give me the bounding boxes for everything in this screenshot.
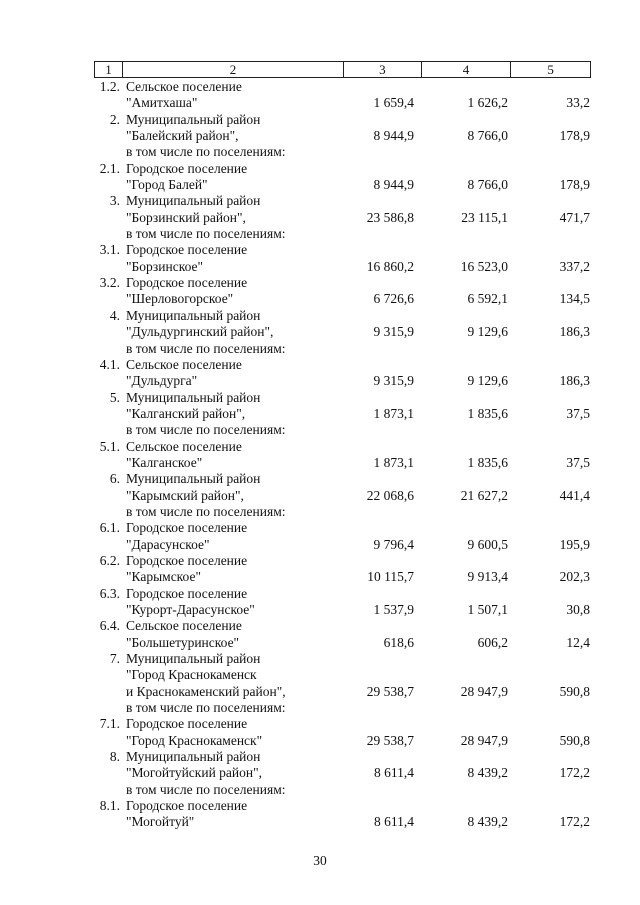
row-number: 8. (109, 749, 120, 765)
row-label: Городское поселение (126, 275, 248, 291)
row-label: "Амитхаша" (126, 95, 198, 111)
row-label: в том числе по поселениям: (126, 144, 286, 160)
table-row (0, 814, 640, 830)
value-col-5: 12,4 (566, 634, 590, 650)
value-col-3: 1 873,1 (373, 405, 414, 421)
table-row (0, 586, 640, 602)
table-row (0, 324, 640, 340)
table-row (0, 177, 640, 193)
table-row (0, 504, 640, 520)
value-col-4: 9 129,6 (467, 324, 508, 340)
table-row (0, 471, 640, 487)
row-label: в том числе по поселениям: (126, 781, 286, 797)
row-number: 4.1. (99, 356, 120, 372)
value-col-3: 29 538,7 (366, 732, 414, 748)
row-label: "Балейский район", (126, 128, 239, 144)
row-number: 6.3. (99, 585, 120, 601)
value-col-4: 6 592,1 (467, 291, 508, 307)
row-label: Городское поселение (126, 242, 248, 258)
row-label: Городское поселение (126, 520, 248, 536)
table-row (0, 226, 640, 242)
value-col-5: 195,9 (559, 536, 590, 552)
row-label: "Город Краснокаменск (126, 667, 257, 683)
row-label: "Город Балей" (126, 177, 208, 193)
table-row (0, 308, 640, 324)
value-col-5: 178,9 (559, 128, 590, 144)
row-label: Муниципальный район (126, 471, 261, 487)
table-row (0, 210, 640, 226)
value-col-4: 8 439,2 (467, 814, 508, 830)
row-number: 6.4. (99, 618, 120, 634)
table-row (0, 765, 640, 781)
value-col-4: 9 129,6 (467, 373, 508, 389)
table-row (0, 667, 640, 683)
table-row (0, 782, 640, 798)
row-label: "Могойтуй" (126, 814, 195, 830)
value-col-4: 16 523,0 (460, 258, 508, 274)
row-label: "Борзинское" (126, 258, 203, 274)
row-label: в том числе по поселениям: (126, 340, 286, 356)
value-col-4: 8 766,0 (467, 128, 508, 144)
table-row (0, 406, 640, 422)
table-row (0, 798, 640, 814)
table-row (0, 291, 640, 307)
value-col-5: 337,2 (559, 258, 590, 274)
row-label: Сельское поселение (126, 356, 242, 372)
value-col-3: 9 796,4 (373, 536, 414, 552)
table-body (0, 79, 640, 831)
value-col-5: 134,5 (559, 291, 590, 307)
row-label: Городское поселение (126, 552, 248, 568)
row-number: 1.2. (99, 79, 120, 94)
value-col-3: 6 726,6 (373, 291, 414, 307)
row-label: "Дульдургинский район", (126, 324, 274, 340)
table-row (0, 553, 640, 569)
value-col-4: 1 507,1 (467, 602, 508, 617)
table-row (0, 95, 640, 111)
row-number: 2. (109, 111, 120, 127)
column-header-3: 3 (344, 62, 422, 77)
value-col-3: 16 860,2 (366, 258, 414, 274)
row-number: 6. (109, 471, 120, 487)
row-label: Городское поселение (126, 160, 248, 176)
table-row (0, 341, 640, 357)
value-col-5: 172,2 (559, 765, 590, 781)
value-col-4: 9 600,5 (467, 536, 508, 552)
value-col-3: 8 611,4 (374, 814, 414, 830)
row-label: Городское поселение (126, 798, 248, 814)
table-row (0, 455, 640, 471)
table-row (0, 128, 640, 144)
table-row (0, 422, 640, 438)
table-row (0, 733, 640, 749)
column-header-4: 4 (422, 62, 512, 77)
table-row (0, 144, 640, 160)
row-label: Сельское поселение (126, 79, 242, 94)
row-number: 7. (109, 651, 120, 667)
value-col-4: 28 947,9 (460, 683, 508, 699)
table-row (0, 357, 640, 373)
row-label: Городское поселение (126, 585, 248, 601)
value-col-5: 37,5 (566, 454, 590, 470)
row-label: "Калганский район", (126, 405, 246, 421)
table-row (0, 112, 640, 128)
row-label: в том числе по поселениям: (126, 422, 286, 438)
row-label: Муниципальный район (126, 111, 261, 127)
table-row (0, 373, 640, 389)
value-col-4: 9 913,4 (467, 569, 508, 585)
value-col-5: 186,3 (559, 373, 590, 389)
value-col-5: 441,4 (559, 487, 590, 503)
value-col-5: 33,2 (566, 95, 590, 111)
value-col-3: 22 068,6 (366, 487, 414, 503)
value-col-3: 9 315,9 (373, 373, 414, 389)
row-number: 3.2. (99, 275, 120, 291)
table-row (0, 700, 640, 716)
row-number: 2.1. (99, 160, 120, 176)
table-row (0, 635, 640, 651)
value-col-4: 28 947,9 (460, 732, 508, 748)
value-col-4: 1 835,6 (467, 405, 508, 421)
column-header-1: 1 (95, 62, 123, 77)
row-number: 7.1. (99, 716, 120, 732)
row-label: "Карымский район", (126, 487, 244, 503)
value-col-4: 1 835,6 (467, 454, 508, 470)
row-number: 6.2. (99, 552, 120, 568)
value-col-3: 10 115,7 (367, 569, 414, 585)
table-row (0, 569, 640, 585)
row-label: Муниципальный район (126, 389, 261, 405)
table-row (0, 242, 640, 258)
value-col-4: 8 439,2 (467, 765, 508, 781)
table-row (0, 390, 640, 406)
value-col-4: 1 626,2 (467, 95, 508, 111)
row-label: в том числе по поселениям: (126, 503, 286, 519)
row-label: Муниципальный район (126, 651, 261, 667)
row-label: "Шерловогорское" (126, 291, 234, 307)
column-header-2: 2 (123, 62, 344, 77)
row-number: 4. (109, 307, 120, 323)
value-col-3: 1 537,9 (373, 602, 414, 617)
row-number: 5. (109, 389, 120, 405)
table-row (0, 520, 640, 536)
value-col-3: 618,6 (383, 634, 414, 650)
row-number: 8.1. (99, 798, 120, 814)
value-col-3: 23 586,8 (366, 209, 414, 225)
row-label: "Карымское" (126, 569, 201, 585)
row-label: в том числе по поселениям: (126, 226, 286, 242)
row-label: "Город Краснокаменск" (126, 732, 263, 748)
value-col-5: 590,8 (559, 683, 590, 699)
value-col-4: 8 766,0 (467, 177, 508, 193)
value-col-3: 8 944,9 (373, 177, 414, 193)
table-row (0, 439, 640, 455)
row-label: Городское поселение (126, 716, 248, 732)
row-number: 3. (109, 193, 120, 209)
value-col-3: 8 611,4 (374, 765, 414, 781)
value-col-3: 1 659,4 (373, 95, 414, 111)
table-row (0, 161, 640, 177)
value-col-3: 1 873,1 (373, 454, 414, 470)
table-row (0, 537, 640, 553)
row-label: Муниципальный район (126, 749, 261, 765)
value-col-5: 471,7 (559, 209, 590, 225)
row-label: Муниципальный район (126, 307, 261, 323)
page-number: 30 (313, 853, 327, 868)
value-col-5: 178,9 (559, 177, 590, 193)
table-row (0, 684, 640, 700)
row-label: "Дарасунское" (126, 536, 210, 552)
row-label: Муниципальный район (126, 193, 261, 209)
table-row (0, 488, 640, 504)
table-row (0, 275, 640, 291)
row-number: 5.1. (99, 438, 120, 454)
table-row (0, 651, 640, 667)
row-label: и Краснокаменский район", (126, 683, 286, 699)
table-row (0, 749, 640, 765)
row-label: в том числе по поселениям: (126, 700, 286, 716)
row-label: "Могойтуйский район", (126, 765, 263, 781)
value-col-5: 30,8 (566, 602, 590, 617)
value-col-3: 9 315,9 (373, 324, 414, 340)
value-col-4: 606,2 (477, 634, 508, 650)
row-label: Сельское поселение (126, 618, 242, 634)
value-col-4: 21 627,2 (460, 487, 508, 503)
value-col-5: 172,2 (559, 814, 590, 830)
row-label: "Борзинский район", (126, 209, 246, 225)
value-col-3: 8 944,9 (373, 128, 414, 144)
value-col-5: 590,8 (559, 732, 590, 748)
row-label: "Калганское" (126, 454, 203, 470)
table-row (0, 716, 640, 732)
table-row (0, 618, 640, 634)
value-col-5: 37,5 (566, 405, 590, 421)
value-col-5: 186,3 (559, 324, 590, 340)
table-row (0, 602, 640, 618)
row-number: 3.1. (99, 242, 120, 258)
row-label: Сельское поселение (126, 438, 242, 454)
row-label: "Дульдурга" (126, 373, 198, 389)
column-header-5: 5 (547, 62, 554, 77)
table-row (0, 259, 640, 275)
row-label: "Курорт-Дарасунское" (126, 602, 255, 617)
column-header-row (94, 61, 591, 78)
table-row (0, 79, 640, 95)
row-number: 6.1. (99, 520, 120, 536)
value-col-4: 23 115,1 (461, 209, 508, 225)
value-col-5: 202,3 (559, 569, 590, 585)
value-col-3: 29 538,7 (366, 683, 414, 699)
row-label: "Большетуринское" (126, 634, 240, 650)
table-row (0, 193, 640, 209)
